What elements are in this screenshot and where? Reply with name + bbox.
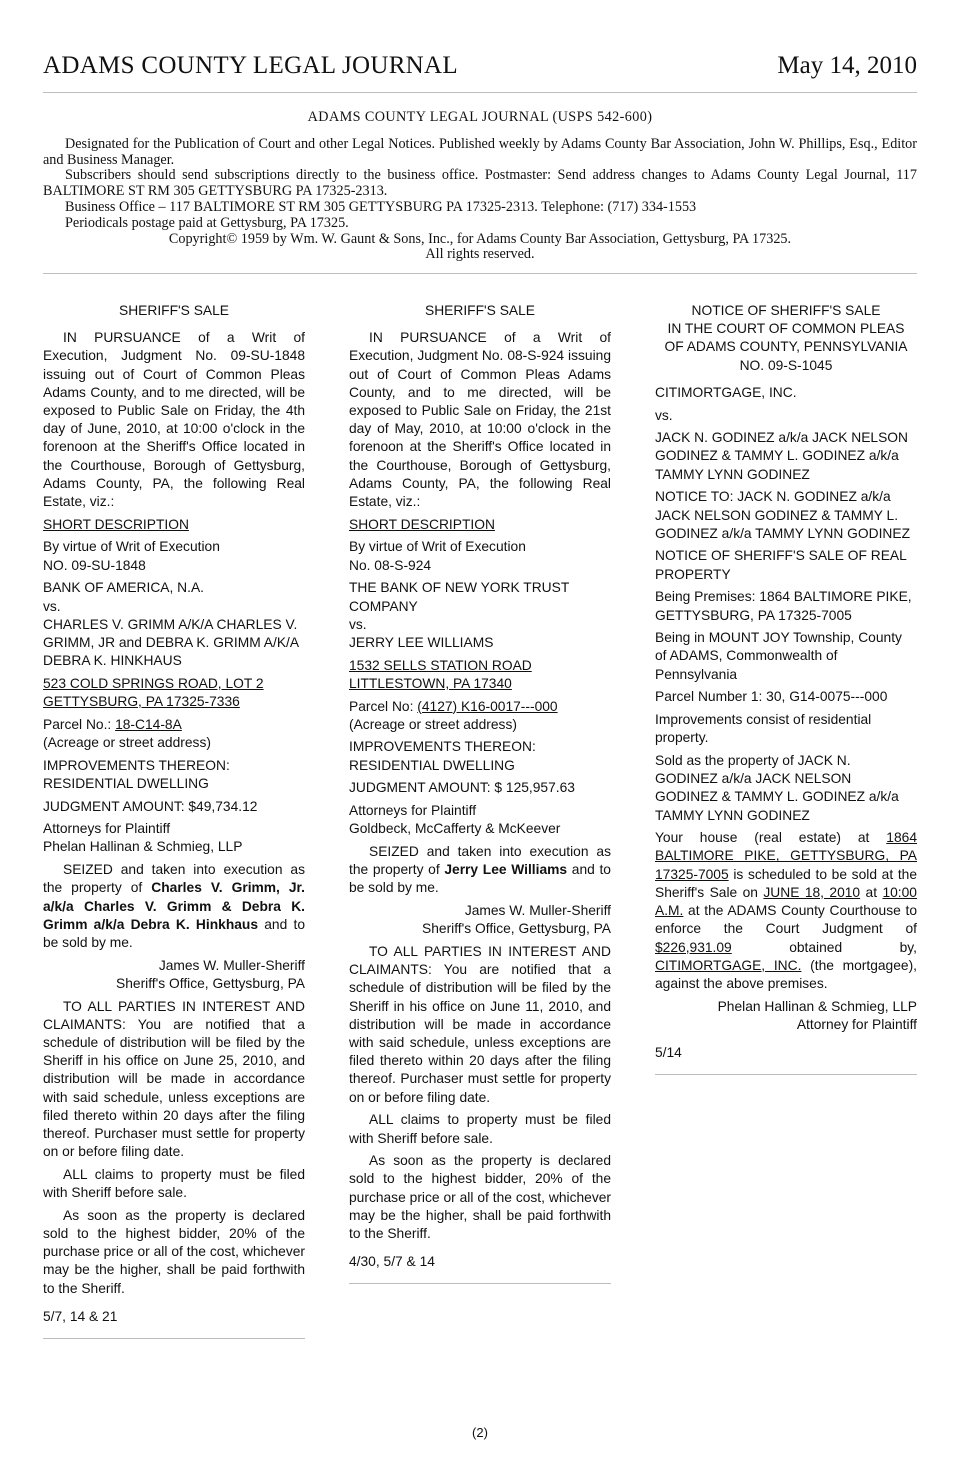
short-description-label: SHORT DESCRIPTION	[43, 516, 189, 532]
seized-text-end: and to be sold by me.	[43, 916, 305, 950]
notice-heading: SHERIFF'S SALE	[119, 303, 229, 318]
issue-date: May 14, 2010	[777, 52, 917, 79]
versus: vs.	[655, 407, 673, 423]
notice-heading: NOTICE OF SHERIFF'S SALE	[691, 303, 881, 318]
improvements-label: IMPROVEMENTS THEREON:	[349, 739, 536, 755]
plaintiff: CITIMORTGAGE, INC.	[655, 384, 797, 400]
sheriff-office: Sheriff's Office, Gettysburg, PA	[116, 975, 305, 991]
attorneys	[43, 820, 305, 856]
sheriff-office: Sheriff's Office, Gettysburg, PA	[422, 921, 611, 937]
attorney-role: Attorney for Plaintiff	[796, 1016, 917, 1032]
claims-notice: ALL claims to property must be filed with Sheriff before sale.	[43, 1166, 305, 1201]
publication-dates: 4/30, 5/7 & 14	[349, 1254, 435, 1270]
notice-heading-block	[655, 302, 917, 375]
house-text-3: at	[860, 884, 883, 900]
notice-column-3	[655, 302, 917, 1075]
attorneys-label: Attorneys for Plaintiff	[349, 803, 477, 819]
publication-dates: 5/7, 14 & 21	[43, 1308, 118, 1324]
plaintiff: THE BANK OF NEW YORK TRUST COMPANY	[349, 580, 570, 614]
house-paragraph	[655, 829, 917, 993]
court-county: OF ADAMS COUNTY, PENNSYLVANIA	[664, 339, 908, 355]
notice-column-1	[43, 302, 305, 1339]
parcel-block	[43, 716, 305, 752]
judgment-amount: JUDGMENT AMOUNT: $ 125,957.63	[349, 780, 575, 796]
sheriff-name: James W. Muller-Sheriff	[158, 957, 305, 973]
address-line-2: GETTYSBURG, PA 17325-7336	[43, 694, 240, 710]
writ-line: By virtue of Writ of Execution	[349, 539, 526, 555]
notice-end-rule	[349, 1283, 611, 1284]
attorneys-label: Attorneys for Plaintiff	[43, 821, 171, 837]
notice-end-rule	[655, 1074, 917, 1075]
masthead-designation: Designated for the Publication of Court and other Legal Notices. Published weekly by Adams County Bar Association, John W. Phillips, Esq., Editor and Business Manager.	[43, 135, 917, 168]
short-description-heading	[349, 516, 611, 534]
versus: vs.	[43, 598, 61, 614]
attorneys-firm: Phelan Hallinan & Schmieg, LLP	[43, 839, 243, 855]
parcel-label: Parcel No:	[349, 698, 418, 714]
journal-title: ADAMS COUNTY LEGAL JOURNAL	[43, 52, 458, 79]
seized-text: SEIZED and taken into execution as the property of	[43, 862, 305, 896]
judgment-amount: $226,931.09	[655, 939, 732, 955]
defendant: JERRY LEE WILLIAMS	[349, 634, 494, 650]
house-address: 1864 BALTIMORE PIKE, GETTYSBURG, PA 17325-7005	[655, 830, 917, 882]
improvements-label: IMPROVEMENTS THEREON:	[43, 757, 230, 773]
masthead-subscriptions: Subscribers should send subscriptions directly to the business office. Postmaster: Send address changes to Adams County Legal Journal, 117 BALTIMORE ST RM 305 GETTYSBURG PA 17325-2313.	[43, 167, 917, 200]
court-name: IN THE COURT OF COMMON PLEAS	[667, 321, 905, 337]
attorneys	[349, 802, 611, 838]
masthead-rights: All rights reserved.	[425, 246, 535, 263]
sale-date: JUNE 18, 2010	[763, 884, 861, 900]
plaintiff: BANK OF AMERICA, N.A.	[43, 580, 204, 596]
parties-notice: TO ALL PARTIES IN INTEREST AND CLAIMANTS: You are notified that a schedule of distribution will be filed by the Sheriff in his office on June 25, 2010, and distribution will be made in accordance with said schedule, unless exceptions are filed thereto within 20 days after the filing thereof. Purchaser must settle for property on or before filing date.	[43, 998, 305, 1160]
parties-notice: TO ALL PARTIES IN INTEREST AND CLAIMANTS: You are notified that a schedule of distribution will be filed by the Sheriff in his office on June 11, 2010, and distribution will be made in accordance with said schedule, unless exceptions are filed thereto within 20 days after the filing thereof. Purchaser must settle for property on or before filing date.	[349, 944, 611, 1105]
case-number: NO. 09-S-1045	[739, 357, 833, 373]
publication-dates: 5/14	[655, 1045, 682, 1061]
writ-number: NO. 09-SU-1848	[43, 557, 146, 573]
versus: vs.	[349, 616, 367, 632]
improvements	[43, 757, 305, 793]
property-address	[43, 675, 305, 711]
sheriff-signature	[349, 902, 611, 938]
address-line-1: 1532 SELLS STATION ROAD	[349, 657, 532, 673]
parcel-label: Parcel No.:	[43, 716, 116, 732]
claims-notice: ALL claims to property must be filed with Sheriff before sale.	[349, 1112, 611, 1146]
parcel-number: 18-C14-8A	[115, 716, 182, 732]
notice-column-2	[349, 302, 611, 1284]
parties-block	[349, 579, 611, 652]
masthead-business-office: Business Office – 117 BALTIMORE ST RM 305 GETTYSBURG PA 17325-2313. Telephone: (717) 334-1553	[65, 198, 697, 215]
seized-owner: Charles V. Grimm, Jr. a/k/a Charles V. Grimm & Debra K. Grimm a/k/a Debra K. Hinkhaus	[43, 880, 305, 932]
improvements-value: RESIDENTIAL DWELLING	[43, 775, 209, 791]
seized-paragraph	[349, 843, 611, 898]
declared-notice: As soon as the property is declared sold to the highest bidder, 20% of the purchase price or all of the cost, whichever may be the higher, shall be paid forthwith to the Sheriff.	[349, 1153, 611, 1242]
notice-end-rule	[43, 1338, 305, 1339]
seized-paragraph	[43, 861, 305, 952]
attorneys-firm: Goldbeck, McCafferty & McKeever	[349, 821, 561, 837]
township: Being in MOUNT JOY Township, County of ADAMS, Commonwealth of Pennsylvania	[655, 630, 902, 682]
seized-text: SEIZED and taken into execution as the property of	[349, 843, 611, 878]
parties-block	[43, 579, 305, 670]
premises: Being Premises: 1864 BALTIMORE PIKE, GETTYSBURG, PA 17325-7005	[655, 589, 912, 623]
seized-text-end: and to be sold by me.	[349, 862, 611, 896]
notice-intro: IN PURSUANCE of a Writ of Execution, Judgment No. 09-SU-1848 issuing out of Court of Common Pleas Adams County, and to me directed, will be exposed to Public Sale on Friday, the 4th day of June, 2010, at 10:00 o'clock in the forenoon at the Sheriff's Office located in the Courthouse, Borough of Gettysburg, Adams County, PA, the following Real Estate, viz.:	[43, 330, 305, 510]
house-text: Your house (real estate) at	[655, 830, 887, 846]
address-line-2: LITTLESTOWN, PA 17340	[349, 675, 512, 691]
notice-intro: IN PURSUANCE of a Writ of Execution, Judgment No. 08-S-924 issuing out of Court of Common Pleas Adams County, and to me directed, will be exposed to Public Sale on Friday, the 21st day of May, 2010, at 10:00 o'clock in the forenoon at the Sheriff's Office located in the Courthouse, Borough of Gettysburg, Adams County, PA, the following Real Estate, viz.:	[349, 330, 611, 510]
house-text-6: (the mortgagee), against the above premises.	[655, 957, 918, 991]
page-number: (2)	[472, 1425, 488, 1440]
notice-to: NOTICE TO: JACK N. GODINEZ a/k/a JACK NELSON GODINEZ & TAMMY L. GODINEZ a/k/a TAMMY LYNN GODINEZ	[655, 489, 911, 541]
masthead-divider	[43, 273, 917, 274]
improvements-value: RESIDENTIAL DWELLING	[349, 757, 515, 773]
attorney-signature	[655, 998, 917, 1034]
seized-owner: Jerry Lee Williams	[444, 862, 568, 878]
writ-block	[349, 538, 611, 574]
masthead-postage: Periodicals postage paid at Gettysburg, PA 17325.	[65, 214, 349, 231]
page-header	[43, 52, 917, 93]
judgment-amount: JUDGMENT AMOUNT: $49,734.12	[43, 798, 258, 814]
address-line-1: 523 COLD SPRINGS ROAD, LOT 2	[43, 675, 264, 691]
short-description-heading	[43, 516, 305, 534]
masthead-copyright: Copyright© 1959 by Wm. W. Gaunt & Sons, Inc., for Adams County Bar Association, Gettysburg, PA 17325.	[168, 230, 792, 247]
acreage-note: (Acreage or street address)	[43, 734, 211, 750]
short-description-label: SHORT DESCRIPTION	[349, 516, 495, 532]
house-text-4: at the ADAMS County Courthouse to enforce the Court Judgment of	[655, 903, 917, 937]
attorney-firm: Phelan Hallinan & Schmieg, LLP	[717, 998, 917, 1014]
mortgagee: CITIMORTGAGE, INC.	[655, 957, 802, 973]
parcel-block	[349, 698, 611, 734]
improvements: Improvements consist of residential property.	[655, 712, 872, 746]
writ-line: By virtue of Writ of Execution	[43, 539, 220, 555]
masthead-title: ADAMS COUNTY LEGAL JOURNAL (USPS 542-600)	[307, 109, 653, 125]
writ-number: No. 08-S-924	[349, 557, 432, 573]
sheriff-signature	[43, 957, 305, 993]
sale-time: 10:00 A.M.	[655, 884, 917, 919]
improvements	[349, 738, 611, 774]
acreage-note: (Acreage or street address)	[349, 716, 517, 732]
house-text-2: is scheduled to be sold at the Sheriff's Sale on	[655, 866, 917, 900]
defendants: CHARLES V. GRIMM A/K/A CHARLES V. GRIMM, JR and DEBRA K. GRIMM A/K/A DEBRA K. HINKHAUS	[43, 616, 299, 669]
property-address	[349, 657, 611, 693]
writ-block	[43, 538, 305, 574]
masthead	[43, 110, 917, 263]
notice-heading: SHERIFF'S SALE	[425, 303, 535, 318]
parcel-number: (4127) K16-0017---000	[417, 698, 558, 714]
parcel-number: Parcel Number 1: 30, G14-0075---000	[655, 689, 888, 705]
notice-of-sale: NOTICE OF SHERIFF'S SALE OF REAL PROPERTY	[655, 548, 907, 582]
declared-notice: As soon as the property is declared sold to the highest bidder, 20% of the purchase price or all of the cost, whichever may be the higher, shall be paid forthwith to the Sheriff.	[43, 1207, 305, 1296]
sheriff-name: James W. Muller-Sheriff	[464, 903, 611, 919]
house-text-5: obtained by,	[731, 939, 917, 955]
defendants: JACK N. GODINEZ a/k/a JACK NELSON GODINEZ & TAMMY L. GODINEZ a/k/a TAMMY LYNN GODINEZ	[655, 430, 908, 482]
sold-as: Sold as the property of JACK N. GODINEZ a/k/a JACK NELSON GODINEZ & TAMMY L. GODINEZ a/k/a TAMMY LYNN GODINEZ	[655, 752, 899, 823]
